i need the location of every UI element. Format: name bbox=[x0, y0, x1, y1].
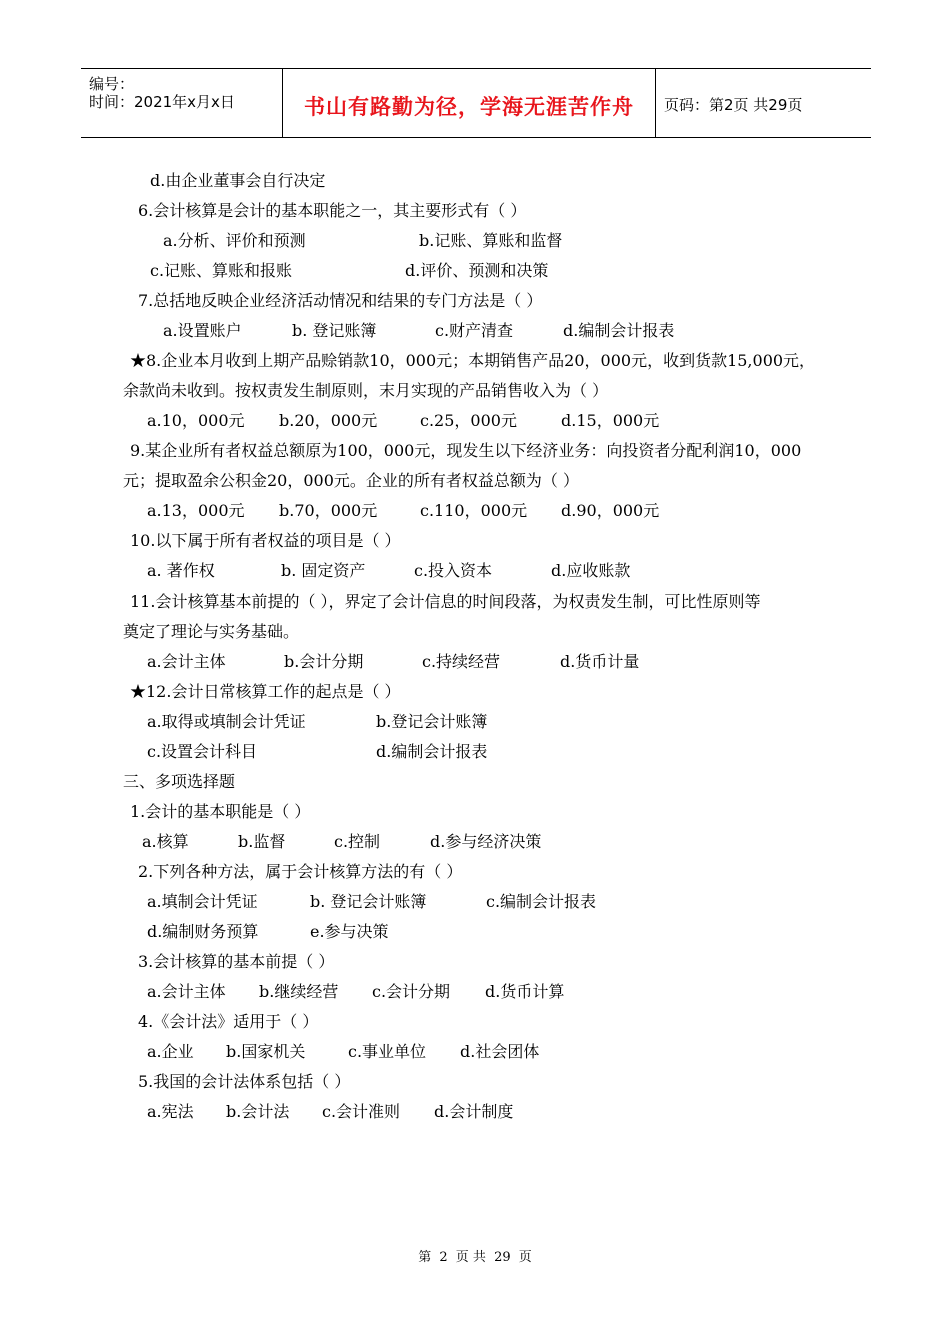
answer-option: d.编制财务预算 bbox=[147, 922, 259, 941]
question-line: 余款尚未收到。按权责发生制原则，末月实现的产品销售收入为（ ） bbox=[123, 381, 609, 400]
answer-option: c.编制会计报表 bbox=[486, 892, 597, 911]
answer-option: c.记账、算账和报账 bbox=[150, 261, 293, 280]
question-line: 11.会计核算基本前提的（ ），界定了会计信息的时间段落，为权责发生制，可比性原则等 bbox=[130, 592, 761, 611]
answer-option: c.设置会计科目 bbox=[147, 742, 258, 761]
answer-option: c.会计分期 bbox=[372, 982, 451, 1001]
motto: 书山有路勤为径，学海无涯苦作舟 bbox=[304, 95, 634, 119]
footer-middle: 页 共 bbox=[455, 1250, 486, 1265]
answer-option: a.填制会计凭证 bbox=[147, 892, 258, 911]
question-line: 7.总括地反映企业经济活动情况和结果的专门方法是（ ） bbox=[138, 291, 543, 310]
answer-option: d.应收账款 bbox=[551, 561, 631, 580]
answer-option: b. 登记账簿 bbox=[292, 321, 377, 340]
answer-option: b.会计分期 bbox=[284, 652, 364, 671]
footer-suffix: 页 bbox=[518, 1250, 532, 1265]
answer-option: a.会计主体 bbox=[147, 652, 226, 671]
answer-option: c.会计准则 bbox=[322, 1102, 401, 1121]
answer-option: d.社会团体 bbox=[460, 1042, 540, 1061]
footer-total-pages: 29 bbox=[494, 1250, 511, 1265]
answer-option: b. 登记会计账簿 bbox=[310, 892, 427, 911]
answer-option: a.分析、评价和预测 bbox=[163, 231, 306, 250]
answer-option: b.国家机关 bbox=[226, 1042, 306, 1061]
answer-option: d.编制会计报表 bbox=[563, 321, 675, 340]
page-footer bbox=[0, 1246, 950, 1265]
answer-option: d.货币计算 bbox=[485, 982, 565, 1001]
footer-page-number: 2 bbox=[439, 1250, 448, 1265]
answer-option: c.持续经营 bbox=[422, 652, 501, 671]
question-line: d.由企业董事会自行决定 bbox=[150, 171, 326, 190]
answer-option: b. 固定资产 bbox=[281, 561, 366, 580]
question-line: 1.会计的基本职能是（ ） bbox=[130, 802, 311, 821]
answer-option: b.20，000元 bbox=[279, 411, 378, 430]
answer-option: d.15，000元 bbox=[561, 411, 660, 430]
answer-option: d.90，000元 bbox=[561, 501, 660, 520]
answer-option: a.会计主体 bbox=[147, 982, 226, 1001]
footer-prefix: 第 bbox=[418, 1250, 432, 1265]
question-line: 6.会计核算是会计的基本职能之一，其主要形式有（ ） bbox=[138, 201, 527, 220]
question-line: ★12.会计日常核算工作的起点是（ ） bbox=[130, 682, 401, 701]
answer-option: a.设置账户 bbox=[163, 321, 242, 340]
document-number-label: 编号： bbox=[89, 75, 135, 93]
answer-option: a. 著作权 bbox=[147, 561, 215, 580]
header-page-info: 页码：第2页 共29页 bbox=[664, 96, 803, 114]
answer-option: c.事业单位 bbox=[348, 1042, 427, 1061]
header-motto-cell bbox=[283, 69, 656, 137]
answer-option: c.控制 bbox=[334, 832, 381, 851]
question-line: 元；提取盈余公积金20，000元。企业的所有者权益总额为（ ） bbox=[123, 471, 579, 490]
question-line: 4.《会计法》适用于（ ） bbox=[138, 1012, 319, 1031]
answer-option: e.参与决策 bbox=[310, 922, 389, 941]
header-left-cell bbox=[81, 69, 283, 137]
header-right-cell bbox=[656, 69, 871, 137]
answer-option: d.货币计量 bbox=[560, 652, 640, 671]
answer-option: b.会计法 bbox=[226, 1102, 290, 1121]
answer-option: a.核算 bbox=[142, 832, 189, 851]
question-line: 5.我国的会计法体系包括（ ） bbox=[138, 1072, 351, 1091]
answer-option: b.记账、算账和监督 bbox=[419, 231, 563, 250]
question-line: 10.以下属于所有者权益的项目是（ ） bbox=[130, 531, 401, 550]
answer-option: a.企业 bbox=[147, 1042, 194, 1061]
answer-option: b.登记会计账簿 bbox=[376, 712, 488, 731]
answer-option: d.编制会计报表 bbox=[376, 742, 488, 761]
question-line: 2.下列各种方法，属于会计核算方法的有（ ） bbox=[138, 862, 463, 881]
answer-option: b.监督 bbox=[238, 832, 286, 851]
question-line: 9.某企业所有者权益总额原为100，000元，现发生以下经济业务：向投资者分配利润10，000 bbox=[130, 441, 802, 460]
question-line: 3.会计核算的基本前提（ ） bbox=[138, 952, 335, 971]
question-line: ★8.企业本月收到上期产品赊销款10，000元；本期销售产品20，000元，收到货款15,000元， bbox=[130, 351, 816, 370]
answer-option: c.25，000元 bbox=[420, 411, 517, 430]
answer-option: b.70，000元 bbox=[279, 501, 378, 520]
answer-option: b.继续经营 bbox=[259, 982, 339, 1001]
answer-option: d.会计制度 bbox=[434, 1102, 514, 1121]
answer-option: a.13，000元 bbox=[147, 501, 245, 520]
document-date: 时间：2021年x月x日 bbox=[89, 93, 235, 111]
question-line: 奠定了理论与实务基础。 bbox=[123, 622, 300, 641]
answer-option: a.10，000元 bbox=[147, 411, 245, 430]
answer-option: a.宪法 bbox=[147, 1102, 194, 1121]
answer-option: c.投入资本 bbox=[414, 561, 493, 580]
answer-option: c.110，000元 bbox=[420, 501, 528, 520]
answer-option: c.财产清查 bbox=[435, 321, 514, 340]
section-heading: 三、多项选择题 bbox=[123, 772, 236, 791]
answer-option: d.评价、预测和决策 bbox=[405, 261, 549, 280]
page-header bbox=[81, 68, 871, 138]
answer-option: d.参与经济决策 bbox=[430, 832, 542, 851]
answer-option: a.取得或填制会计凭证 bbox=[147, 712, 306, 731]
